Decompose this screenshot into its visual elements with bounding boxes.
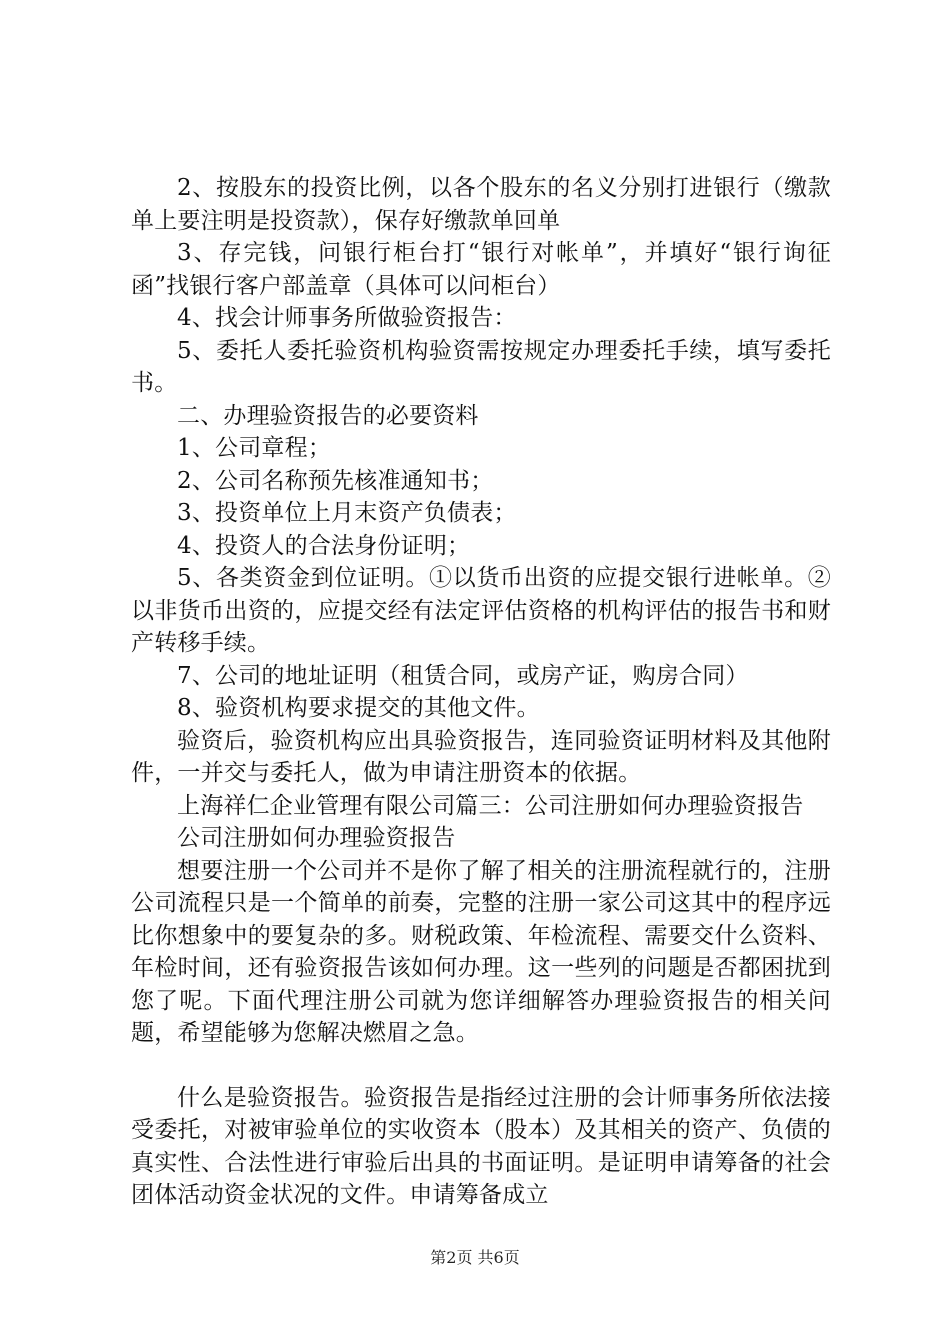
paragraph-after-verification: 验资后，验资机构应出具验资报告，连同验资证明材料及其他附件，一并交与委托人，做为申请注册资本的依据。 [131, 727, 831, 786]
page-number-footer: 第2页 共6页 [430, 1248, 520, 1267]
list-item-funds-proof: 5、各类资金到位证明。①以货币出资的应提交银行进帐单。②以非货币出资的，应提交经有法定评估资格的机构评估的报告书和财产转移手续。 [131, 565, 831, 656]
paragraph-accounting-firm: 4、找会计师事务所做验资报告： [177, 305, 517, 331]
list-item-address-proof: 7、公司的地址证明（租赁合同，或房产证，购房合同） [177, 662, 749, 689]
paragraph-subtitle: 公司注册如何办理验资报告 [177, 825, 456, 851]
paragraph-bank-statement: 3、存完钱，问银行柜台打“银行对帐单”，并填好“银行询征函”找银行客户部盖章（具体可以问柜台） [131, 240, 831, 299]
paragraph-deposit-by-shareholder: 2、按股东的投资比例，以各个股东的名义分别打进银行（缴款单上要注明是投资款），保存好缴款单回单 [131, 175, 831, 234]
paragraph-company-section-title: 上海祥仁企业管理有限公司篇三：公司注册如何办理验资报告 [177, 792, 804, 819]
list-item-other-documents: 8、验资机构要求提交的其他文件。 [177, 695, 540, 721]
paragraph-intro: 想要注册一个公司并不是你了解了相关的注册流程就行的，注册公司流程只是一个简单的前奏，完整的注册一家公司这其中的程序远比你想象中的要复杂的多。财税政策、年检流程、需要交什么资料、年检时间，还有验资报告该如何办理。这一些列的问题是否都困扰到您了呢。下面代理注册公司就为您详细解答办理验资报告的相关问题，希望能够为您解决燃眉之急。 [131, 857, 831, 1046]
paragraph-definition: 什么是验资报告。验资报告是指经过注册的会计师事务所依法接受委托，对被审验单位的实收资本（股本）及其相关的资产、负债的真实性、合法性进行审验后出具的书面证明。是证明申请筹备的社会团体活动资金状况的文件。申请筹备成立 [131, 1084, 831, 1208]
list-item-identity-proof: 4、投资人的合法身份证明； [177, 532, 471, 559]
paragraph-power-of-attorney: 5、委托人委托验资机构验资需按规定办理委托手续，填写委托书。 [131, 337, 831, 396]
list-item-name-approval: 2、公司名称预先核准通知书； [177, 467, 494, 494]
section-heading-required-materials: 二、办理验资报告的必要资料 [177, 402, 479, 429]
document-body [131, 172, 831, 1212]
list-item-balance-sheet: 3、投资单位上月末资产负债表； [177, 500, 517, 526]
list-item-articles: 1、公司章程； [177, 435, 332, 461]
